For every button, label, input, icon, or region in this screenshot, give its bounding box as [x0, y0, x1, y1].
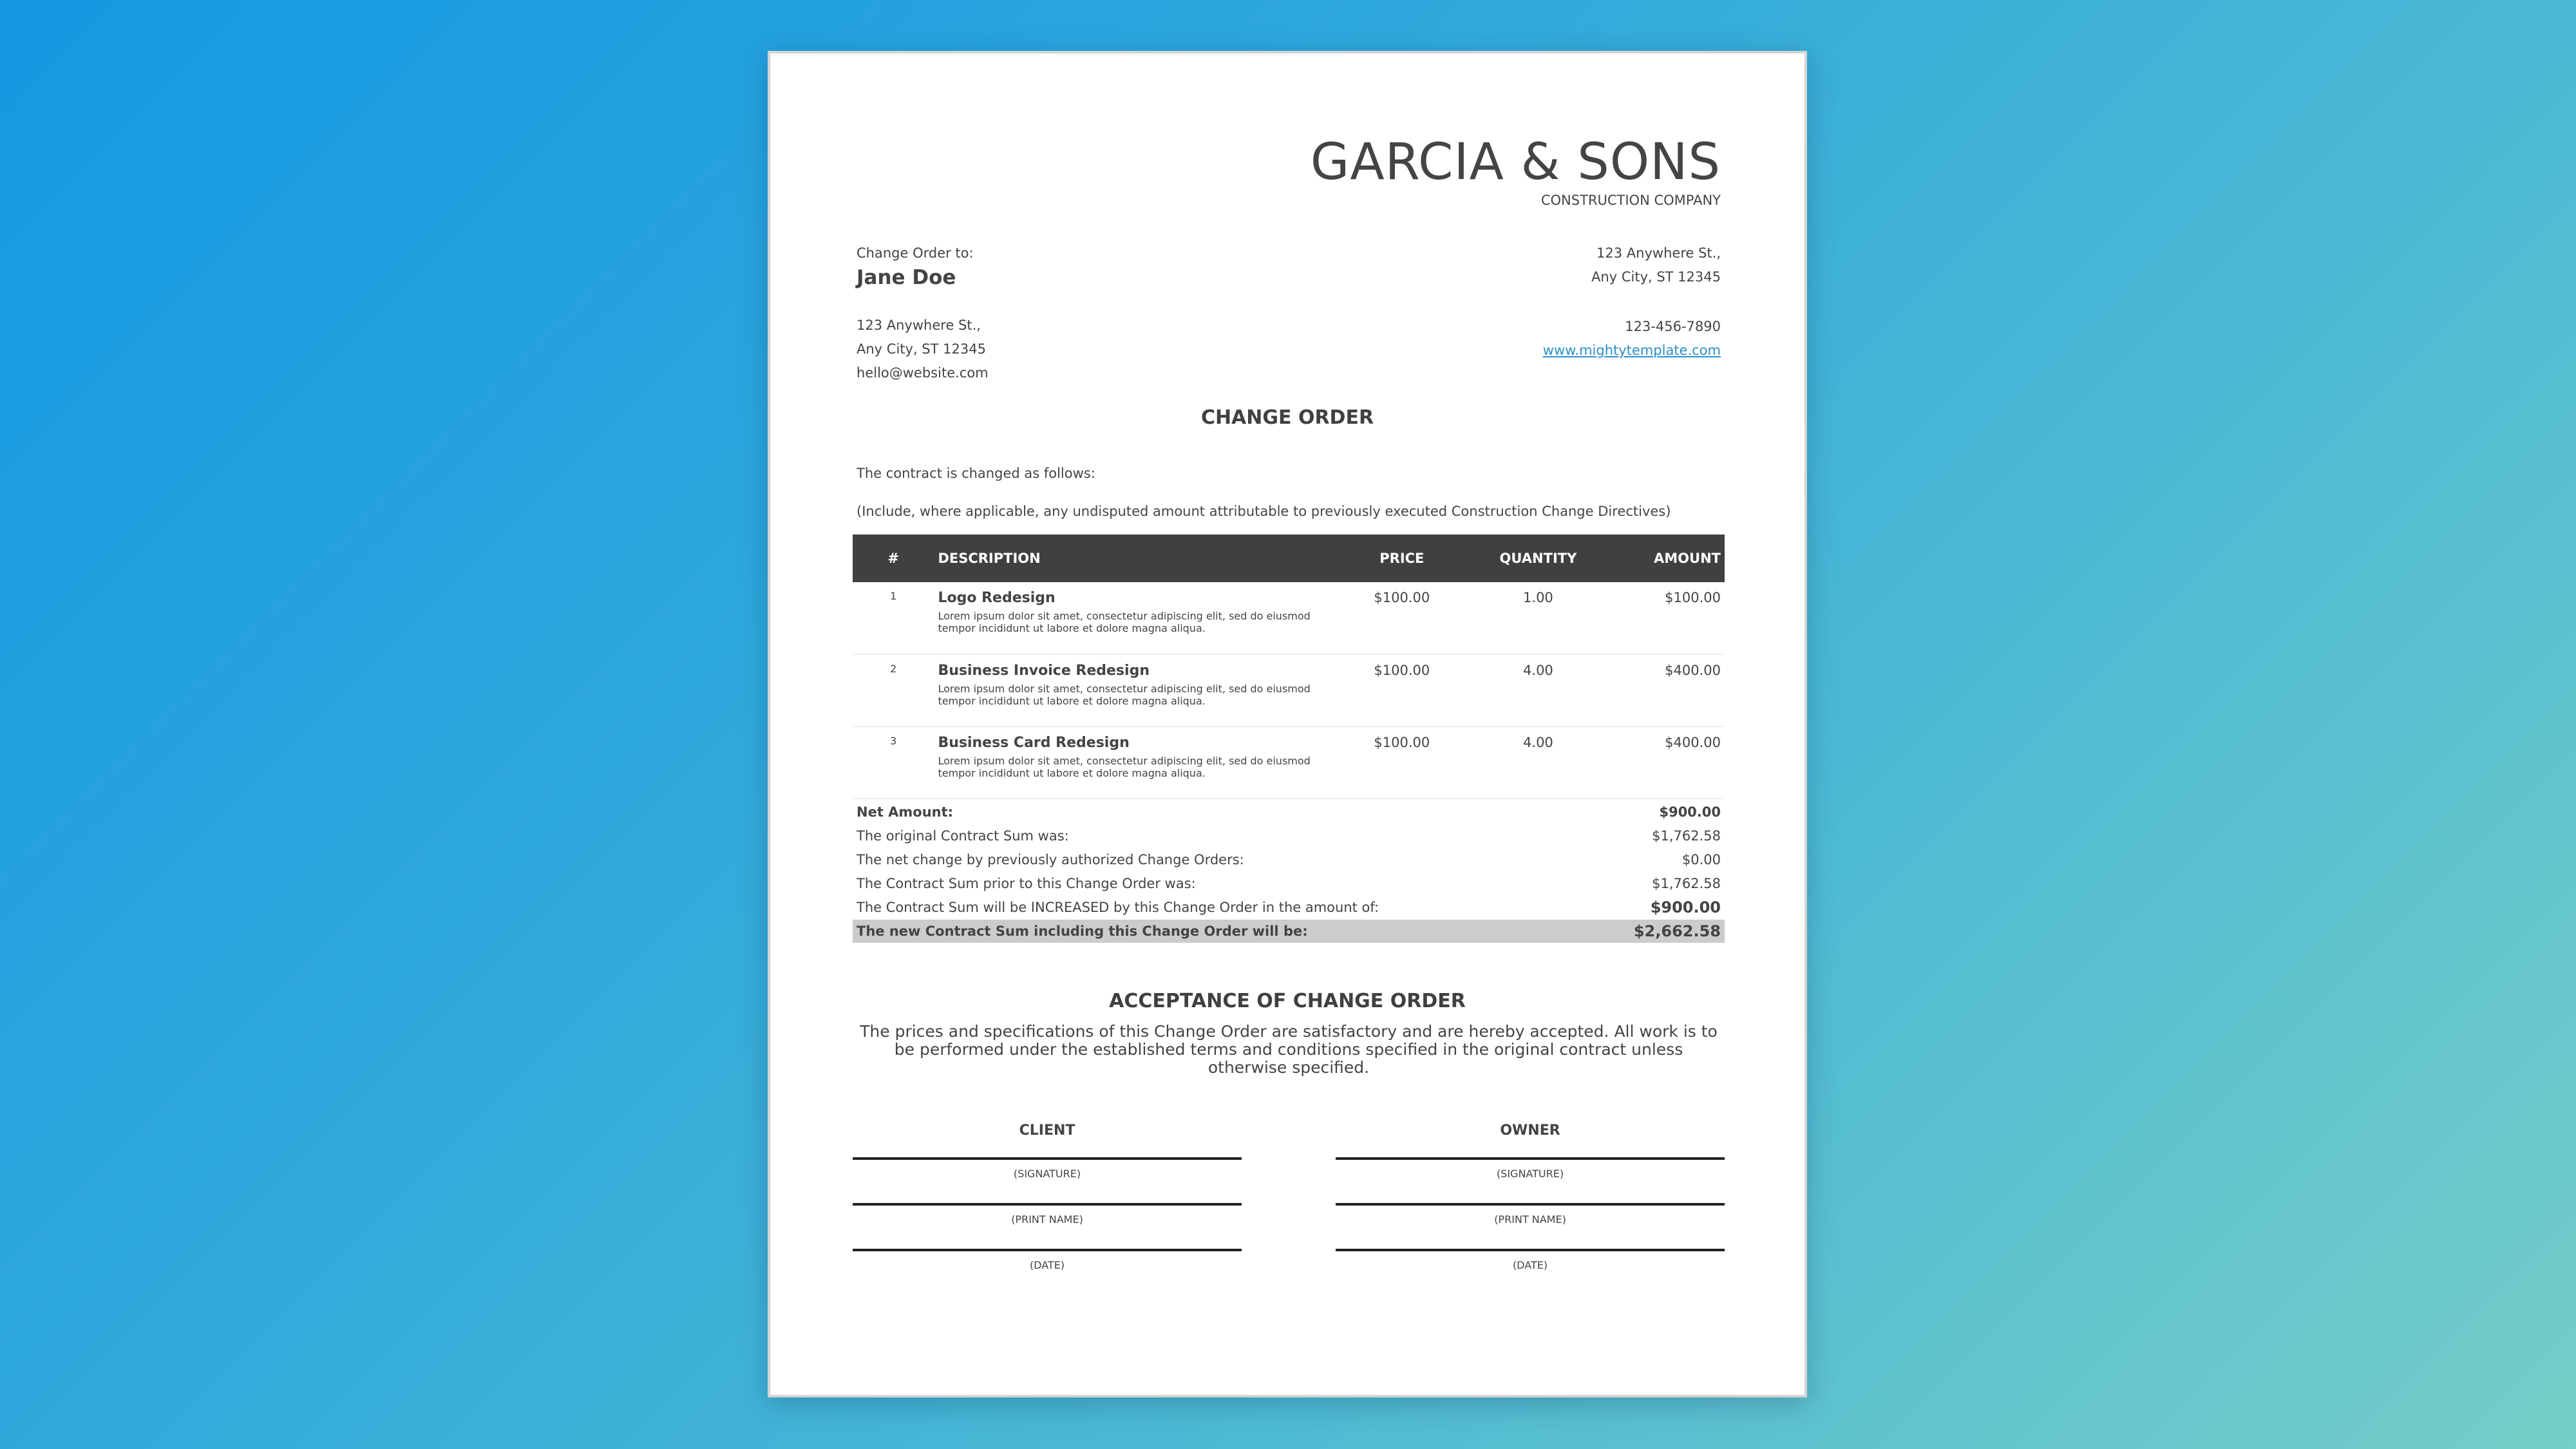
item-text: Lorem ipsum dolor sit amet, consectetur adipiscing elit, sed do eiusmod tempor incididunt ut labore et dolore magna aliqua. — [938, 610, 1311, 634]
row-amount: $400.00 — [1665, 663, 1721, 678]
client-heading: CLIENT — [1019, 1122, 1075, 1139]
owner-date-line[interactable] — [1336, 1249, 1725, 1294]
increase-label: The Contract Sum will be INCREASED by this Change Order in the amount of: — [857, 900, 1379, 915]
client-signature-line[interactable] — [853, 1157, 1242, 1203]
table-row — [853, 654, 1725, 726]
header-amount: AMOUNT — [1627, 535, 1725, 582]
company-address-line2: Any City, ST 12345 — [1591, 269, 1721, 285]
recipient-block — [857, 242, 989, 385]
row-price: $100.00 — [1374, 735, 1430, 750]
previous-change-value: $0.00 — [1681, 852, 1721, 867]
item-title: Business Invoice Redesign — [938, 663, 1150, 679]
prior-sum-label: The Contract Sum prior to this Change Order was: — [857, 876, 1196, 891]
client-signature-label: (SIGNATURE) — [1013, 1168, 1081, 1180]
document-page — [768, 51, 1807, 1397]
acceptance-text: The prices and specifications of this Change Order are satisfactory and are hereby accepted. All work is to be performed under the established terms and conditions specified in the original contract unless otherwise specified. — [860, 1022, 1718, 1077]
intro-text: The contract is changed as follows: — [857, 466, 1095, 481]
items-table — [853, 535, 1725, 799]
owner-signature-label: (SIGNATURE) — [1496, 1168, 1564, 1180]
increase-value: $900.00 — [1650, 898, 1721, 916]
item-title: Business Card Redesign — [938, 735, 1130, 751]
item-title: Logo Redesign — [938, 590, 1056, 606]
owner-date-label: (DATE) — [1512, 1259, 1548, 1271]
summary-section — [853, 800, 1725, 943]
summary-original-row — [853, 824, 1725, 848]
company-name: GARCIA & SONS — [1310, 133, 1721, 191]
row-quantity: 4.00 — [1523, 735, 1553, 750]
row-price: $100.00 — [1374, 590, 1430, 605]
company-contact-block — [1543, 242, 1721, 363]
net-amount-value: $900.00 — [1659, 804, 1721, 820]
recipient-email: hello@website.com — [857, 365, 989, 381]
header-description: DESCRIPTION — [934, 535, 1354, 582]
summary-net-row — [853, 800, 1725, 824]
company-website-link[interactable]: www.mightytemplate.com — [1542, 343, 1721, 358]
new-sum-value: $2,662.58 — [1633, 922, 1721, 940]
recipient-name: Jane Doe — [857, 266, 956, 289]
header-price: PRICE — [1354, 535, 1450, 582]
row-quantity: 4.00 — [1523, 663, 1553, 678]
client-print-name-label: (PRINT NAME) — [1011, 1213, 1083, 1226]
table-row — [853, 582, 1725, 654]
summary-new-sum-row — [853, 920, 1725, 943]
row-num: 1 — [890, 590, 897, 602]
client-print-name-line[interactable] — [853, 1203, 1242, 1249]
summary-previous-row — [853, 848, 1725, 872]
summary-increase-row — [853, 896, 1725, 920]
recipient-address-line2: Any City, ST 12345 — [857, 341, 986, 357]
header-quantity: QUANTITY — [1450, 535, 1626, 582]
header-num: # — [853, 535, 934, 582]
new-sum-label: The new Contract Sum including this Change Order will be: — [857, 923, 1308, 939]
row-description — [934, 726, 1354, 799]
note-text: (Include, where applicable, any undisputed amount attributable to previously executed Construction Change Directives) — [857, 504, 1671, 519]
owner-print-name-line[interactable] — [1336, 1203, 1725, 1249]
row-amount: $400.00 — [1665, 735, 1721, 750]
company-address-line1: 123 Anywhere St., — [1596, 245, 1721, 261]
summary-prior-row — [853, 872, 1725, 896]
row-num: 2 — [890, 663, 897, 675]
row-description — [934, 582, 1354, 654]
net-amount-label: Net Amount: — [857, 804, 954, 820]
owner-signature-line[interactable] — [1336, 1157, 1725, 1203]
client-date-line[interactable] — [853, 1249, 1242, 1294]
row-description — [934, 654, 1354, 726]
table-row — [853, 726, 1725, 799]
client-date-label: (DATE) — [1029, 1259, 1065, 1271]
owner-print-name-label: (PRINT NAME) — [1494, 1213, 1566, 1226]
company-tagline: CONSTRUCTION COMPANY — [1540, 193, 1721, 208]
row-quantity: 1.00 — [1523, 590, 1553, 605]
item-text: Lorem ipsum dolor sit amet, consectetur adipiscing elit, sed do eiusmod tempor incididunt ut labore et dolore magna aliqua. — [938, 755, 1311, 779]
recipient-address-line1: 123 Anywhere St., — [857, 317, 981, 333]
owner-heading: OWNER — [1500, 1122, 1560, 1139]
item-text: Lorem ipsum dolor sit amet, consectetur adipiscing elit, sed do eiusmod tempor incididunt ut labore et dolore magna aliqua. — [938, 683, 1311, 707]
row-amount: $100.00 — [1665, 590, 1721, 605]
recipient-label: Change Order to: — [857, 245, 974, 261]
client-signature-block — [853, 1122, 1242, 1294]
original-sum-label: The original Contract Sum was: — [857, 828, 1069, 844]
original-sum-value: $1,762.58 — [1652, 828, 1721, 844]
owner-signature-block — [1336, 1122, 1725, 1294]
company-phone: 123-456-7890 — [1625, 319, 1721, 334]
previous-change-label: The net change by previously authorized Change Orders: — [857, 852, 1244, 867]
table-header-row — [853, 535, 1725, 582]
acceptance-heading: ACCEPTANCE OF CHANGE ORDER — [1109, 990, 1466, 1012]
document-heading: CHANGE ORDER — [1200, 406, 1374, 429]
row-num: 3 — [890, 735, 897, 747]
row-price: $100.00 — [1374, 663, 1430, 678]
prior-sum-value: $1,762.58 — [1652, 876, 1721, 891]
